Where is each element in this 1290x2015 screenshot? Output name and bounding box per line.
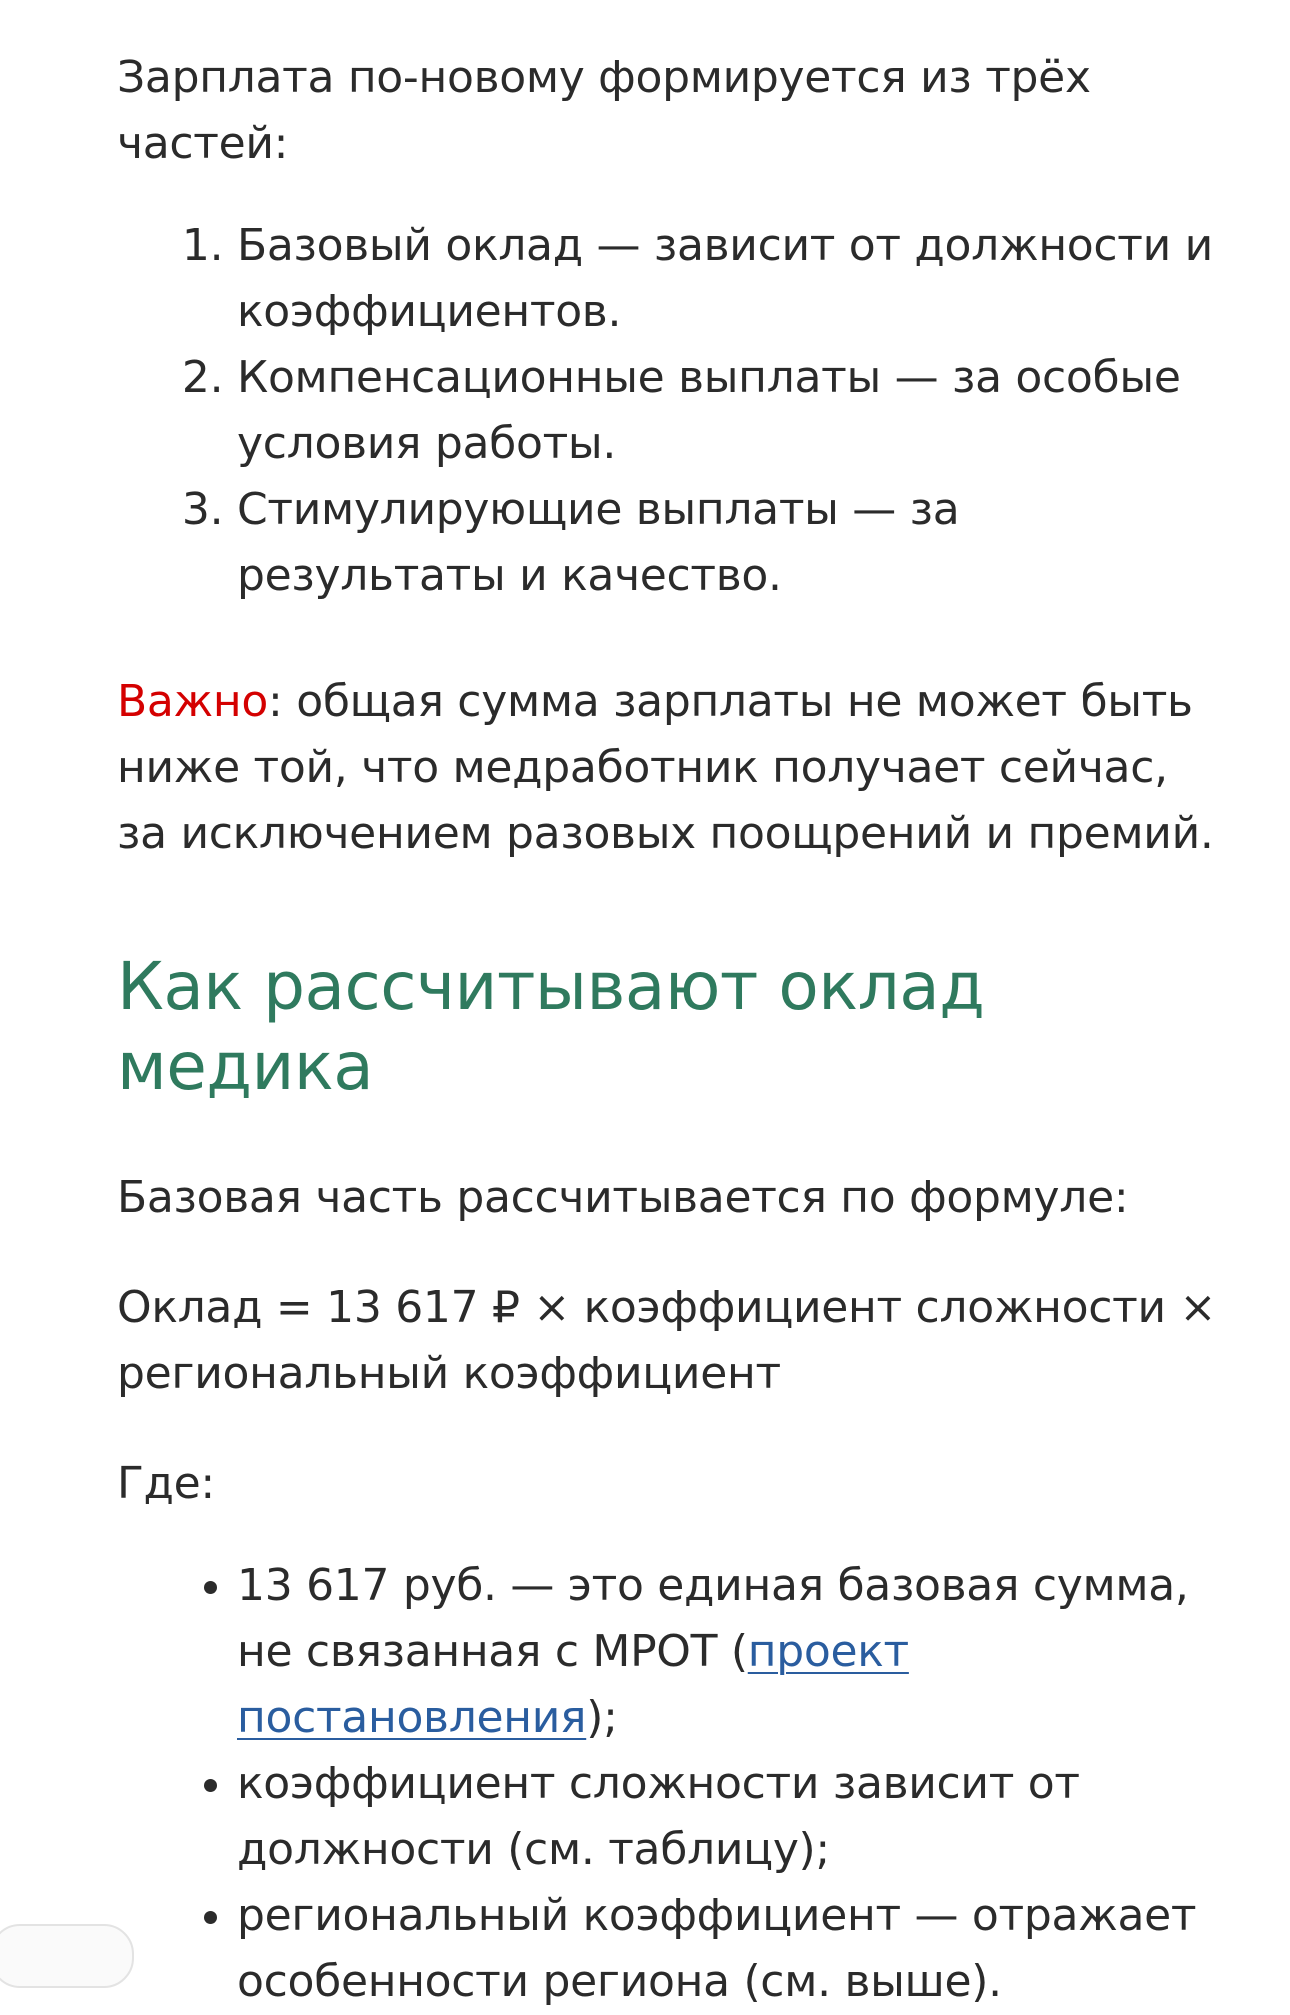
- list-item: • коэффициент сложности зависит от должности (см. таблицу);: [237, 1751, 1217, 1883]
- salary-parts-list: [117, 213, 1217, 609]
- list-item: 2. Компенсационные выплаты — за особые условия работы.: [237, 345, 1217, 477]
- note-text-before: 13 617 руб. — это единая базовая сумма, не связанная с МРОТ (: [237, 1560, 1189, 1677]
- article-body: [117, 45, 1217, 2015]
- list-item: [237, 1553, 1217, 1751]
- where-label: Где:: [117, 1458, 215, 1509]
- list-item: • региональный коэффициент — отражает особенности региона (см. выше).: [237, 1883, 1217, 2015]
- floating-widget-edge[interactable]: [0, 1924, 134, 1988]
- decree-draft-link[interactable]: проект постановления: [237, 1626, 909, 1743]
- list-item: 3. Стимулирующие выплаты — за результаты и качество.: [237, 477, 1217, 609]
- formula-notes-list: [117, 1553, 1217, 2015]
- base-part-intro: Базовая часть рассчитывается по формуле:: [117, 1172, 1129, 1223]
- important-note: [117, 669, 1217, 867]
- salary-intro: Зарплата по-новому формируется из трёх частей:: [117, 52, 1091, 169]
- note-text-after: );: [586, 1692, 618, 1743]
- important-text: : общая сумма зарплаты не может быть ниже той, что медработник получает сейчас, за исключением разовых поощрений и премий.: [117, 676, 1214, 859]
- salary-formula: Оклад = 13 617 ₽ × коэффициент сложности × региональный коэффициент: [117, 1282, 1217, 1399]
- important-label: Важно: [117, 676, 268, 727]
- section-heading: Как рассчитывают оклад медика: [117, 948, 985, 1105]
- list-item: 1. Базовый оклад — зависит от должности и коэффициентов.: [237, 213, 1217, 345]
